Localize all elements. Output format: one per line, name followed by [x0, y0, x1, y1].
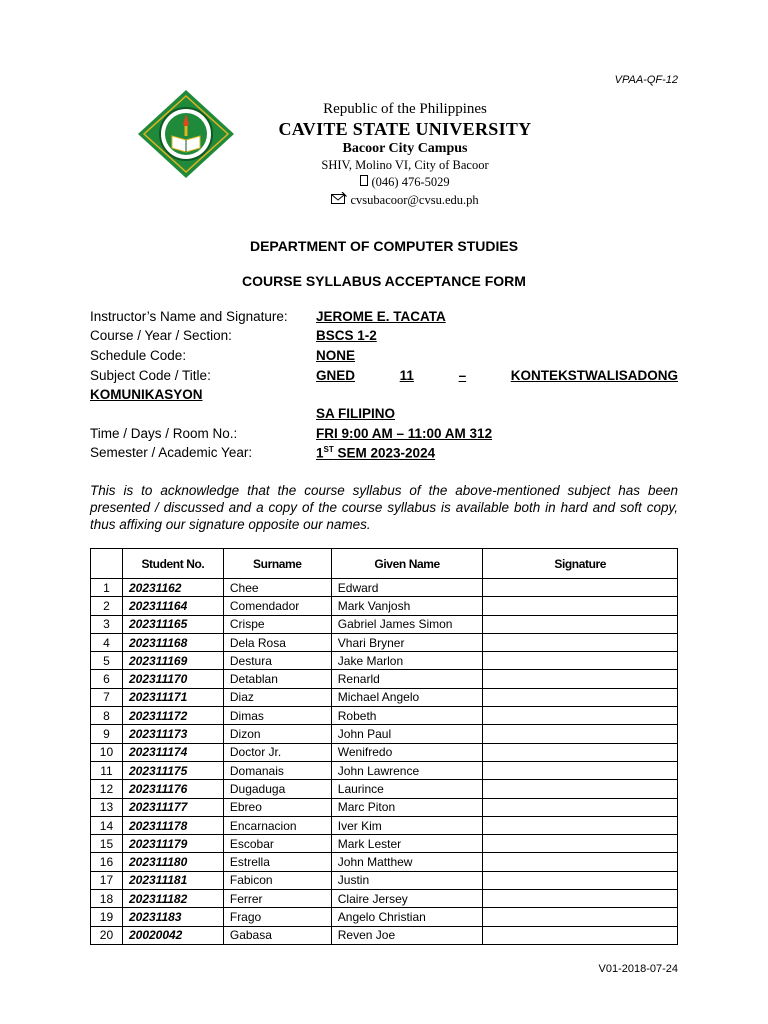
- row-number: 7: [91, 688, 123, 706]
- phone-line: [230, 175, 580, 190]
- surname: Destura: [223, 652, 331, 670]
- given-name: Reven Joe: [331, 926, 483, 944]
- student-number: 202311178: [122, 816, 223, 834]
- student-number: 202311169: [122, 652, 223, 670]
- header-given-name: Given Name: [331, 549, 483, 579]
- student-number: 202311174: [122, 743, 223, 761]
- given-name: Angelo Christian: [331, 908, 483, 926]
- row-number: 10: [91, 743, 123, 761]
- table-row: [91, 871, 678, 889]
- semester-value: [316, 445, 435, 461]
- subject-title-line2: KOMUNIKASYON: [90, 387, 203, 402]
- given-name: Jake Marlon: [331, 652, 483, 670]
- schedule-label: Schedule Code:: [90, 348, 187, 363]
- course-value: BSCS 1-2: [316, 328, 377, 343]
- university-name: CAVITE STATE UNIVERSITY: [278, 119, 532, 139]
- subject-title-line3: SA FILIPINO: [316, 406, 396, 421]
- row-number: 13: [91, 798, 123, 816]
- row-number: 18: [91, 890, 123, 908]
- header-signature: Signature: [483, 549, 678, 579]
- given-name: Marc Piton: [331, 798, 483, 816]
- surname: Doctor Jr.: [223, 743, 331, 761]
- signature-cell[interactable]: [483, 798, 678, 816]
- header-surname: Surname: [223, 549, 331, 579]
- surname: Dugaduga: [223, 780, 331, 798]
- student-number: 202311173: [122, 725, 223, 743]
- table-row: [91, 816, 678, 834]
- row-number: 20: [91, 926, 123, 944]
- student-number: 20231162: [122, 579, 223, 597]
- student-table: [90, 548, 678, 945]
- table-row: [91, 615, 678, 633]
- subject-label: Subject Code / Title:: [90, 368, 211, 383]
- table-row: [91, 670, 678, 688]
- table-row: [91, 890, 678, 908]
- form-title: COURSE SYLLABUS ACCEPTANCE FORM: [242, 273, 526, 289]
- surname: Chee: [223, 579, 331, 597]
- campus-address: SHIV, Molino VI, City of Bacoor: [321, 158, 489, 172]
- surname: Frago: [223, 908, 331, 926]
- given-name: John Matthew: [331, 853, 483, 871]
- surname: Escobar: [223, 835, 331, 853]
- surname: Dimas: [223, 707, 331, 725]
- table-row: [91, 688, 678, 706]
- row-number: 3: [91, 615, 123, 633]
- subject-value: [316, 368, 678, 383]
- signature-cell[interactable]: [483, 743, 678, 761]
- student-number: 202311168: [122, 633, 223, 651]
- student-number: 202311172: [122, 707, 223, 725]
- campus-name: Bacoor City Campus: [342, 141, 468, 156]
- signature-cell[interactable]: [483, 761, 678, 779]
- table-row: [91, 579, 678, 597]
- signature-cell[interactable]: [483, 871, 678, 889]
- surname: Comendador: [223, 597, 331, 615]
- table-row: [91, 926, 678, 944]
- email-line: [230, 192, 580, 208]
- surname: Crispe: [223, 615, 331, 633]
- student-number: 202311182: [122, 890, 223, 908]
- table-row: [91, 853, 678, 871]
- semester-text: SEM 2023-2024: [337, 445, 436, 461]
- student-number: 202311170: [122, 670, 223, 688]
- signature-cell[interactable]: [483, 835, 678, 853]
- given-name: Gabriel James Simon: [331, 615, 483, 633]
- given-name: John Lawrence: [331, 761, 483, 779]
- surname: Ebreo: [223, 798, 331, 816]
- time-label: Time / Days / Room No.:: [90, 426, 238, 441]
- given-name: Claire Jersey: [331, 890, 483, 908]
- row-number: 5: [91, 652, 123, 670]
- given-name: Mark Vanjosh: [331, 597, 483, 615]
- given-name: Edward: [331, 579, 483, 597]
- semester-label: Semester / Academic Year:: [90, 445, 253, 460]
- table-row: [91, 707, 678, 725]
- signature-cell[interactable]: [483, 597, 678, 615]
- semester-ordinal: ST: [323, 445, 334, 454]
- republic-line: Republic of the Philippines: [323, 101, 487, 117]
- semester-number: 1: [316, 445, 324, 461]
- row-number: 2: [91, 597, 123, 615]
- signature-cell[interactable]: [483, 707, 678, 725]
- signature-cell[interactable]: [483, 816, 678, 834]
- signature-cell[interactable]: [483, 652, 678, 670]
- student-number: 202311180: [122, 853, 223, 871]
- student-number: 202311181: [122, 871, 223, 889]
- phone-number: (046) 476-5029: [371, 175, 450, 189]
- table-row: [91, 725, 678, 743]
- given-name: Wenifredo: [331, 743, 483, 761]
- table-row: [91, 597, 678, 615]
- university-logo: [136, 88, 236, 180]
- surname: Detablan: [223, 670, 331, 688]
- acknowledgement-text: This is to acknowledge that the course syllabus of the above-mentioned subject has been presented / discussed and a copy of the course syllabus is available both in hard and soft copy, thus affixing our signature opposite our names.: [90, 483, 678, 532]
- time-value: FRI 9:00 AM – 11:00 AM 312: [316, 426, 493, 441]
- given-name: John Paul: [331, 725, 483, 743]
- row-number: 6: [91, 670, 123, 688]
- student-number: 202311179: [122, 835, 223, 853]
- row-number: 17: [91, 871, 123, 889]
- student-number: 20231183: [122, 908, 223, 926]
- table-row: [91, 633, 678, 651]
- instructor-label: Instructor’s Name and Signature:: [90, 309, 288, 324]
- table-row: [91, 652, 678, 670]
- surname: Diaz: [223, 688, 331, 706]
- row-number: 15: [91, 835, 123, 853]
- row-number: 1: [91, 579, 123, 597]
- subject-code: GNED: [316, 368, 356, 383]
- signature-cell[interactable]: [483, 926, 678, 944]
- signature-cell[interactable]: [483, 688, 678, 706]
- given-name: Michael Angelo: [331, 688, 483, 706]
- surname: Gabasa: [223, 926, 331, 944]
- given-name: Robeth: [331, 707, 483, 725]
- form-code: VPAA-QF-12: [614, 74, 678, 86]
- email-address: cvsubacoor@cvsu.edu.ph: [350, 193, 479, 207]
- student-number: 202311171: [122, 688, 223, 706]
- given-name: Mark Lester: [331, 835, 483, 853]
- given-name: Renarld: [331, 670, 483, 688]
- row-number: 9: [91, 725, 123, 743]
- signature-cell[interactable]: [483, 908, 678, 926]
- surname: Domanais: [223, 761, 331, 779]
- surname: Fabicon: [223, 871, 331, 889]
- signature-cell[interactable]: [483, 725, 678, 743]
- given-name: Vhari Bryner: [331, 633, 483, 651]
- signature-cell[interactable]: [483, 615, 678, 633]
- schedule-value: NONE: [316, 348, 356, 363]
- table-row: [91, 798, 678, 816]
- given-name: Justin: [331, 871, 483, 889]
- subject-dash: –: [458, 368, 467, 383]
- footer-code: V01-2018-07-24: [598, 963, 678, 975]
- row-number: 19: [91, 908, 123, 926]
- row-number: 14: [91, 816, 123, 834]
- student-number: 202311175: [122, 761, 223, 779]
- phone-icon: [360, 175, 371, 189]
- table-body: [91, 579, 678, 945]
- table-row: [91, 761, 678, 779]
- department-title: DEPARTMENT OF COMPUTER STUDIES: [249, 238, 519, 254]
- given-name: Iver Kim: [331, 816, 483, 834]
- surname: Ferrer: [223, 890, 331, 908]
- table-header-row: [91, 549, 678, 579]
- table-row: [91, 908, 678, 926]
- signature-cell[interactable]: [483, 780, 678, 798]
- table-row: [91, 780, 678, 798]
- row-number: 4: [91, 633, 123, 651]
- student-number: 202311176: [122, 780, 223, 798]
- table-row: [91, 743, 678, 761]
- surname: Dela Rosa: [223, 633, 331, 651]
- student-number: 202311165: [122, 615, 223, 633]
- subject-number: 11: [399, 368, 414, 383]
- course-label: Course / Year / Section:: [90, 328, 232, 343]
- signature-cell[interactable]: [483, 670, 678, 688]
- header-student-no: Student No.: [122, 549, 223, 579]
- signature-cell[interactable]: [483, 633, 678, 651]
- signature-cell[interactable]: [483, 853, 678, 871]
- row-number: 8: [91, 707, 123, 725]
- student-number: 202311164: [122, 597, 223, 615]
- row-number: 12: [91, 780, 123, 798]
- signature-cell[interactable]: [483, 890, 678, 908]
- given-name: Laurince: [331, 780, 483, 798]
- student-number: 202311177: [122, 798, 223, 816]
- signature-cell[interactable]: [483, 579, 678, 597]
- header-number: [91, 549, 123, 579]
- instructor-value: JEROME E. TACATA: [316, 309, 446, 324]
- row-number: 11: [91, 761, 123, 779]
- surname: Estrella: [223, 853, 331, 871]
- surname: Dizon: [223, 725, 331, 743]
- subject-title-word: KONTEKSTWALISADONG: [510, 368, 678, 383]
- row-number: 16: [91, 853, 123, 871]
- student-number: 20020042: [122, 926, 223, 944]
- surname: Encarnacion: [223, 816, 331, 834]
- email-icon: [331, 193, 350, 207]
- table-row: [91, 835, 678, 853]
